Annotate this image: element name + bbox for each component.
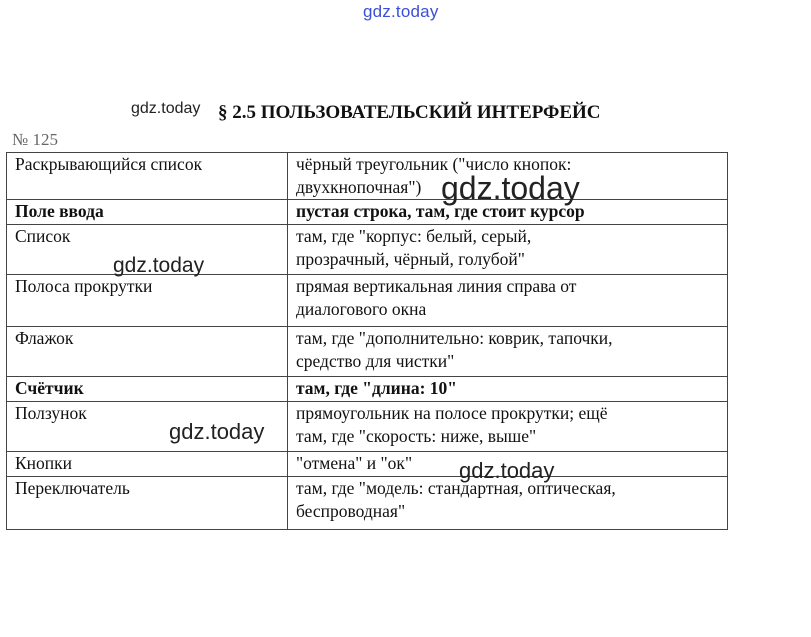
description-cell [288, 327, 728, 377]
term-cell: Кнопки [7, 452, 288, 477]
description-cell [288, 225, 728, 275]
description-line: беспроводная" [296, 500, 406, 521]
watermark-top[interactable]: gdz.today [363, 2, 439, 21]
table-row [7, 327, 728, 377]
term-cell: Ползунок [7, 402, 288, 452]
description-line: "отмена" и "ок" [296, 453, 413, 473]
table-row [7, 452, 728, 477]
description-line: прямая вертикальная линия справа от [296, 276, 577, 296]
description-line: диалогового окна [296, 298, 427, 319]
table-row [7, 377, 728, 402]
section-title: § 2.5 ПОЛЬЗОВАТЕЛЬСКИЙ ИНТЕРФЕЙС [218, 102, 601, 123]
table-row [7, 402, 728, 452]
term-cell: Флажок [7, 327, 288, 377]
description-line: там, где "скорость: ниже, выше" [296, 425, 537, 446]
description-line: прозрачный, чёрный, голубой" [296, 248, 525, 269]
table-row [7, 153, 728, 200]
description-line: двухкнопочная") [296, 176, 422, 197]
watermark: gdz.today [169, 419, 265, 444]
table-row [7, 275, 728, 327]
term-cell: Поле ввода [7, 200, 288, 225]
term-cell: Полоса прокрутки [7, 275, 288, 327]
description-cell [288, 275, 728, 327]
description-cell [288, 377, 728, 402]
term-cell: Список [7, 225, 288, 275]
watermark: gdz.today [131, 100, 201, 117]
description-line: там, где "длина: 10" [296, 378, 458, 398]
description-line: там, где "корпус: белый, серый, [296, 226, 532, 246]
answer-table [6, 152, 728, 530]
term-cell: Счётчик [7, 377, 288, 402]
watermark: gdz.today [441, 170, 580, 206]
description-line: там, где "модель: стандартная, оптическая, [296, 478, 616, 498]
description-line: там, где "дополнительно: коврик, тапочки, [296, 328, 613, 348]
table-row [7, 200, 728, 225]
table-row [7, 477, 728, 530]
term-cell: Переключатель [7, 477, 288, 530]
term-cell: Раскрывающийся список [7, 153, 288, 200]
description-line: средство для чистки" [296, 350, 455, 371]
description-line: прямоугольник на полосе прокрутки; ещё [296, 403, 608, 423]
description-cell [288, 402, 728, 452]
description-line: пустая строка, там, где стоит курсор [296, 201, 585, 221]
task-number: № 125 [12, 130, 58, 149]
description-line: чёрный треугольник ("число кнопок: [296, 154, 572, 174]
watermark: gdz.today [113, 254, 205, 277]
description-cell [288, 477, 728, 530]
watermark: gdz.today [459, 458, 555, 483]
